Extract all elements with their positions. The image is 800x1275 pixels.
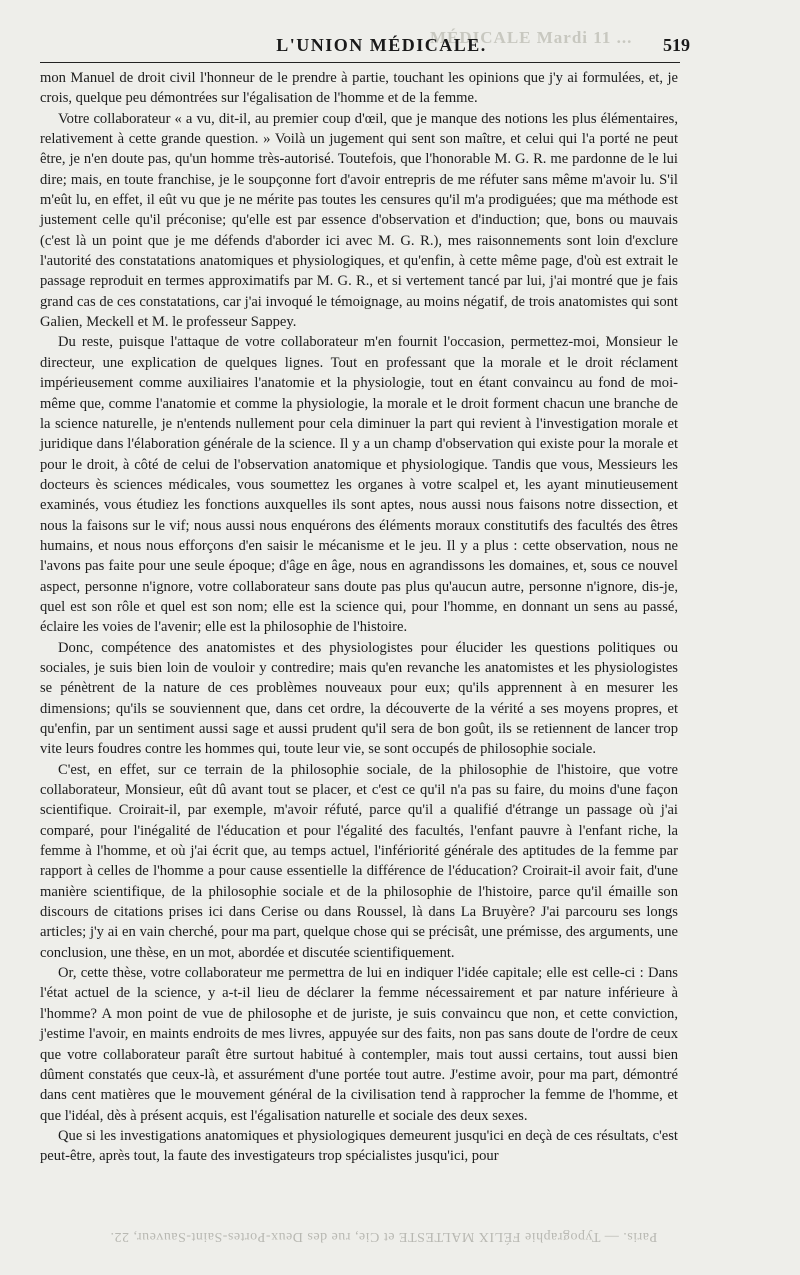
paragraph: C'est, en effet, sur ce terrain de la philosophie sociale, de la philosophie de l'histoire, que votre collaborateur, Monsieur, eût dû avant tout se placer, et c'est ce qu'il n'a pas su faire, du moins d'une façon scientifique. Croirait-il, par exemple, m'avoir réfuté, parce qu'il a qualifié d'étrange un passage où j'ai comparé, pour l'inégalité de l'éducation et pour l'égalité des facultés, l'enfant pauvre à l'enfant riche, la femme à l'homme, et où j'ai écrit que, au temps actuel, l'infériorité générale des aptitudes de la femme par rapport à celles de l'homme a pour cause essentielle la différence de l'éducation? Croirait-il avoir fait, d'une manière scientifique, de la philosophie sociale et de la philosophie de l'histoire, parce qu'il émaille son discours de citations prises ici dans Cerise ou dans Roussel, là dans La Bruyère? J'ai parcouru ses longs articles; j'y ai en vain cherché, pour ma part, quelque chose qui se précisât, une prémisse, des arguments, une conclusion, une thèse, en un mot, abordée et discutée scientifiquement. (40, 761, 678, 961)
page-number: 519 (663, 35, 690, 55)
header-rule (40, 62, 680, 63)
paragraph: Or, cette thèse, votre collaborateur me permettra de lui en indiquer l'idée capitale; elle est celle-ci : Dans l'état actuel de la science, y a-t-il lieu de déclarer la femme nécessairement et par nature inférieure à l'homme? A mon point de vue de philosophe et de juriste, je suis convaincu que non, et cette conviction, j'estime l'avoir, en maints endroits de mes livres, appuyée sur des faits, non pas sans doute de l'ordre de ceux que votre collaborateur paraît être surtout habitué à contempler, mais tout aussi certains, tout aussi bien dûment constatés que ceux-là, et assurément d'une portée tout autre. J'estime avoir, pour ma part, démontré dans cent matières que le mouvement général de la civilisation tend à rapprocher la femme de l'homme, et que l'idéal, dès à présent acquis, est l'égalisation naturelle et sociale des deux sexes. (40, 965, 678, 1124)
bleed-through-banner: MÉDICALE Mardi 11 ... (430, 28, 633, 47)
paragraph: mon Manuel de droit civil l'honneur de le prendre à partie, touchant les opinions que j'y ai formulées, et, je crois, quelque peu démontrées sur l'égalisation de l'homme et de la femme. (40, 70, 678, 107)
paragraph: Que si les investigations anatomiques et physiologiques demeurent jusqu'ici en deçà de ces résultats, c'est peut-être, après tout, la faute des investigateurs trop spécialistes jusqu'ici, pour (40, 1127, 678, 1165)
article-body (40, 68, 678, 1167)
paragraph: Du reste, puisque l'attaque de votre collaborateur m'en fournit l'occasion, permettez-moi, Monsieur le directeur, une explication de quelques lignes. Tout en professant que la morale et le droit réclament impérieusement comme auxiliaires l'anatomie et la physiologie, tout en étant convaincu au fond de moi-même que, comme l'anatomie et comme la physiologie, la morale et le droit forment chacun une branche de la science naturelle, je n'entends nullement pour cela diminuer la part qui revient à l'investigation morale et juridique dans l'élaboration générale de la science. Il y a un champ d'observation qui existe pour la morale et pour le droit, à côté de celui de l'observation anatomique et physiologique. Tandis que vous, Messieurs les docteurs ès sciences médicales, vous soumettez les organes à votre scalpel et, les ayant minutieusement examinés, vous étudiez les fonctions auxquelles ils sont aptes, nous aussi nous faisons notre dissection, et nous la faisons sur le vif; nous aussi nous enquérons des éléments moraux constitutifs des facultés des êtres humains, et nous nous efforçons d'en saisir le mécanisme et le jeu. Il y a plus : cette observation, nous ne l'avons pas faite pour une seule époque; d'âge en âge, nous en agrandissons les domaines, et, sous ce nouvel aspect, personne n'ignore, votre collaborateur sans doute pas plus qu'aucun autre, personne n'ignore, dis-je, quel est son rôle et quel est son nom; elle est la science qui, pour l'homme, en donnant un sens au passé, éclaire les voies de l'avenir; elle est la philosophie de l'histoire. (40, 334, 678, 636)
page-header (40, 26, 690, 56)
paragraph: Votre collaborateur « a vu, dit-il, au premier coup d'œil, que je manque des notions les plus élémentaires, relativement à cette grande question. » Voilà un jugement qui sent son maître, et celui qui l'a porté ne peut être, je n'en doute pas, qu'un homme très-autorisé. Toutefois, que l'honorable M. G. R. me pardonne de le lui dire; mais, en toute franchise, je le soupçonne fort d'avoir entrepris de me réfuter sans même m'avoir lu. S'il m'eût lu, en effet, il eût vu que je ne mérite pas toutes les censures qu'il m'a prodiguées; que ma méthode est justement celle qu'il préconise; qu'elle est par essence d'observation et d'induction; que, bons ou mauvais (c'est là un point que je me défends d'aborder ici avec M. G. R.), mes raisonnements sont loin d'exclure l'autorité des constatations anatomiques et physiologiques, et qu'enfin, à cette même page, d'où est extrait le passage reproduit en termes approximatifs par M. G. R., et si vertement tancé par lui, j'ai montré que je fais grand cas de ces constatations, car j'ai invoqué le témoignage, au moins négatif, de trois anatomistes qui sont Galien, Meckell et M. le professeur Sappey. (40, 110, 678, 331)
bleed-through-footer: Paris. — Typographie FÉLIX MALTESTE et Cie, rue des Deux-Portes-Saint-Sauveur, 22. (110, 1229, 658, 1244)
paragraph: Donc, compétence des anatomistes et des physiologistes pour élucider les questions politiques ou sociales, je suis bien loin de vouloir y contredire; mais qu'en revanche les anatomistes et les physiologistes se pénètrent de la nature de ces problèmes nouveaux pour eux; qu'ils apprennent à en mesurer les dimensions; qu'ils se souviennent que, dans cet ordre, la découverte de la vérité a ses moyens propres, et qu'enfin, par un sentiment aussi sage et aussi prudent qu'il sera de bon goût, ils se retiennent de lancer trop vite leurs foudres contre les hommes qui, toute leur vie, se sont occupés de philosophie sociale. (40, 639, 678, 758)
journal-title: L'UNION MÉDICALE. (276, 35, 487, 55)
